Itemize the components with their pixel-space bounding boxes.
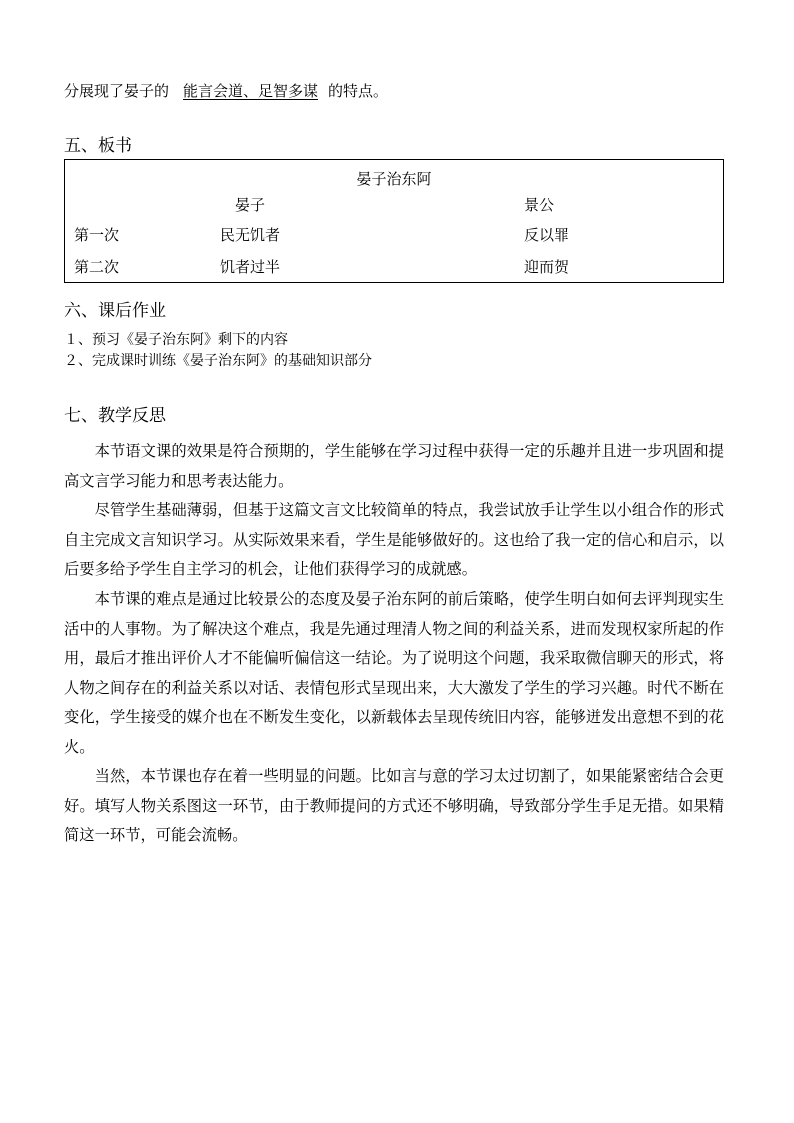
homework-item: １、预习《晏子治东阿》剩下的内容 <box>64 332 288 348</box>
intro-prefix: 分展现了晏子的 <box>64 82 170 100</box>
intro-line <box>64 80 388 102</box>
blackboard-table <box>64 159 724 283</box>
board-cell-jinggong: 反以罪 <box>524 226 570 244</box>
section-7-heading: 七、教学反思 <box>64 406 166 426</box>
reflection-paragraph: 当然，本节课也存在着一些明显的问题。比如言与意的学习太过切割了，如果能紧密结合会更好。填写人物关系图这一环节，由于教师提问的方式还不够明确，导致部分学生手足无措。如果精简这一环节，可能会流畅。 <box>64 767 724 844</box>
board-cell-yanzi: 民无饥者 <box>220 226 281 244</box>
reflection-paragraph: 尽管学生基础薄弱，但基于这篇文言文比较简单的特点，我尝试放手让学生以小组合作的形式自主完成文言知识学习。从实际效果来看，学生是能够做好的。这也给了我一定的信心和启示，以后要多给予学生自主学习的机会，让他们获得学习的成就感。 <box>64 501 724 578</box>
homework-item: ２、完成课时训练《晏子治东阿》的基础知识部分 <box>64 353 372 369</box>
board-title: 晏子治东阿 <box>356 170 432 188</box>
intro-underlined-answer: 能言会道、足智多谋 <box>183 82 319 100</box>
board-row-label: 第二次 <box>74 258 120 276</box>
section-5-heading: 五、板书 <box>64 136 132 156</box>
reflection-paragraph: 本节课的难点是通过比较景公的态度及晏子治东阿的前后策略，使学生明白如何去评判现实生活中的人事物。为了解决这个难点，我是先通过理清人物之间的利益关系，进而发现权家所起的作用，最后才推出评价人才不能偏听偏信这一结论。为了说明这个问题，我采取微信聊天的形式，将人物之间存在的利益关系以对话、表情包形式呈现出来，大大激发了学生的学习兴趣。时代不断在变化，学生接受的媒介也在不断发生变化，以新载体去呈现传统旧内容，能够迸发出意想不到的花火。 <box>64 590 724 756</box>
board-col-header-yanzi: 晏子 <box>235 196 266 214</box>
board-row-label: 第一次 <box>74 226 120 244</box>
section-6-heading: 六、课后作业 <box>64 301 166 321</box>
intro-suffix: 的特点。 <box>328 82 389 100</box>
board-col-header-jinggong: 景公 <box>524 196 555 214</box>
board-cell-yanzi: 饥者过半 <box>220 258 281 276</box>
reflection-paragraph: 本节语文课的效果是符合预期的，学生能够在学习过程中获得一定的乐趣并且进一步巩固和提高文言学习能力和思考表达能力。 <box>64 442 724 490</box>
board-cell-jinggong: 迎而贺 <box>524 258 570 276</box>
